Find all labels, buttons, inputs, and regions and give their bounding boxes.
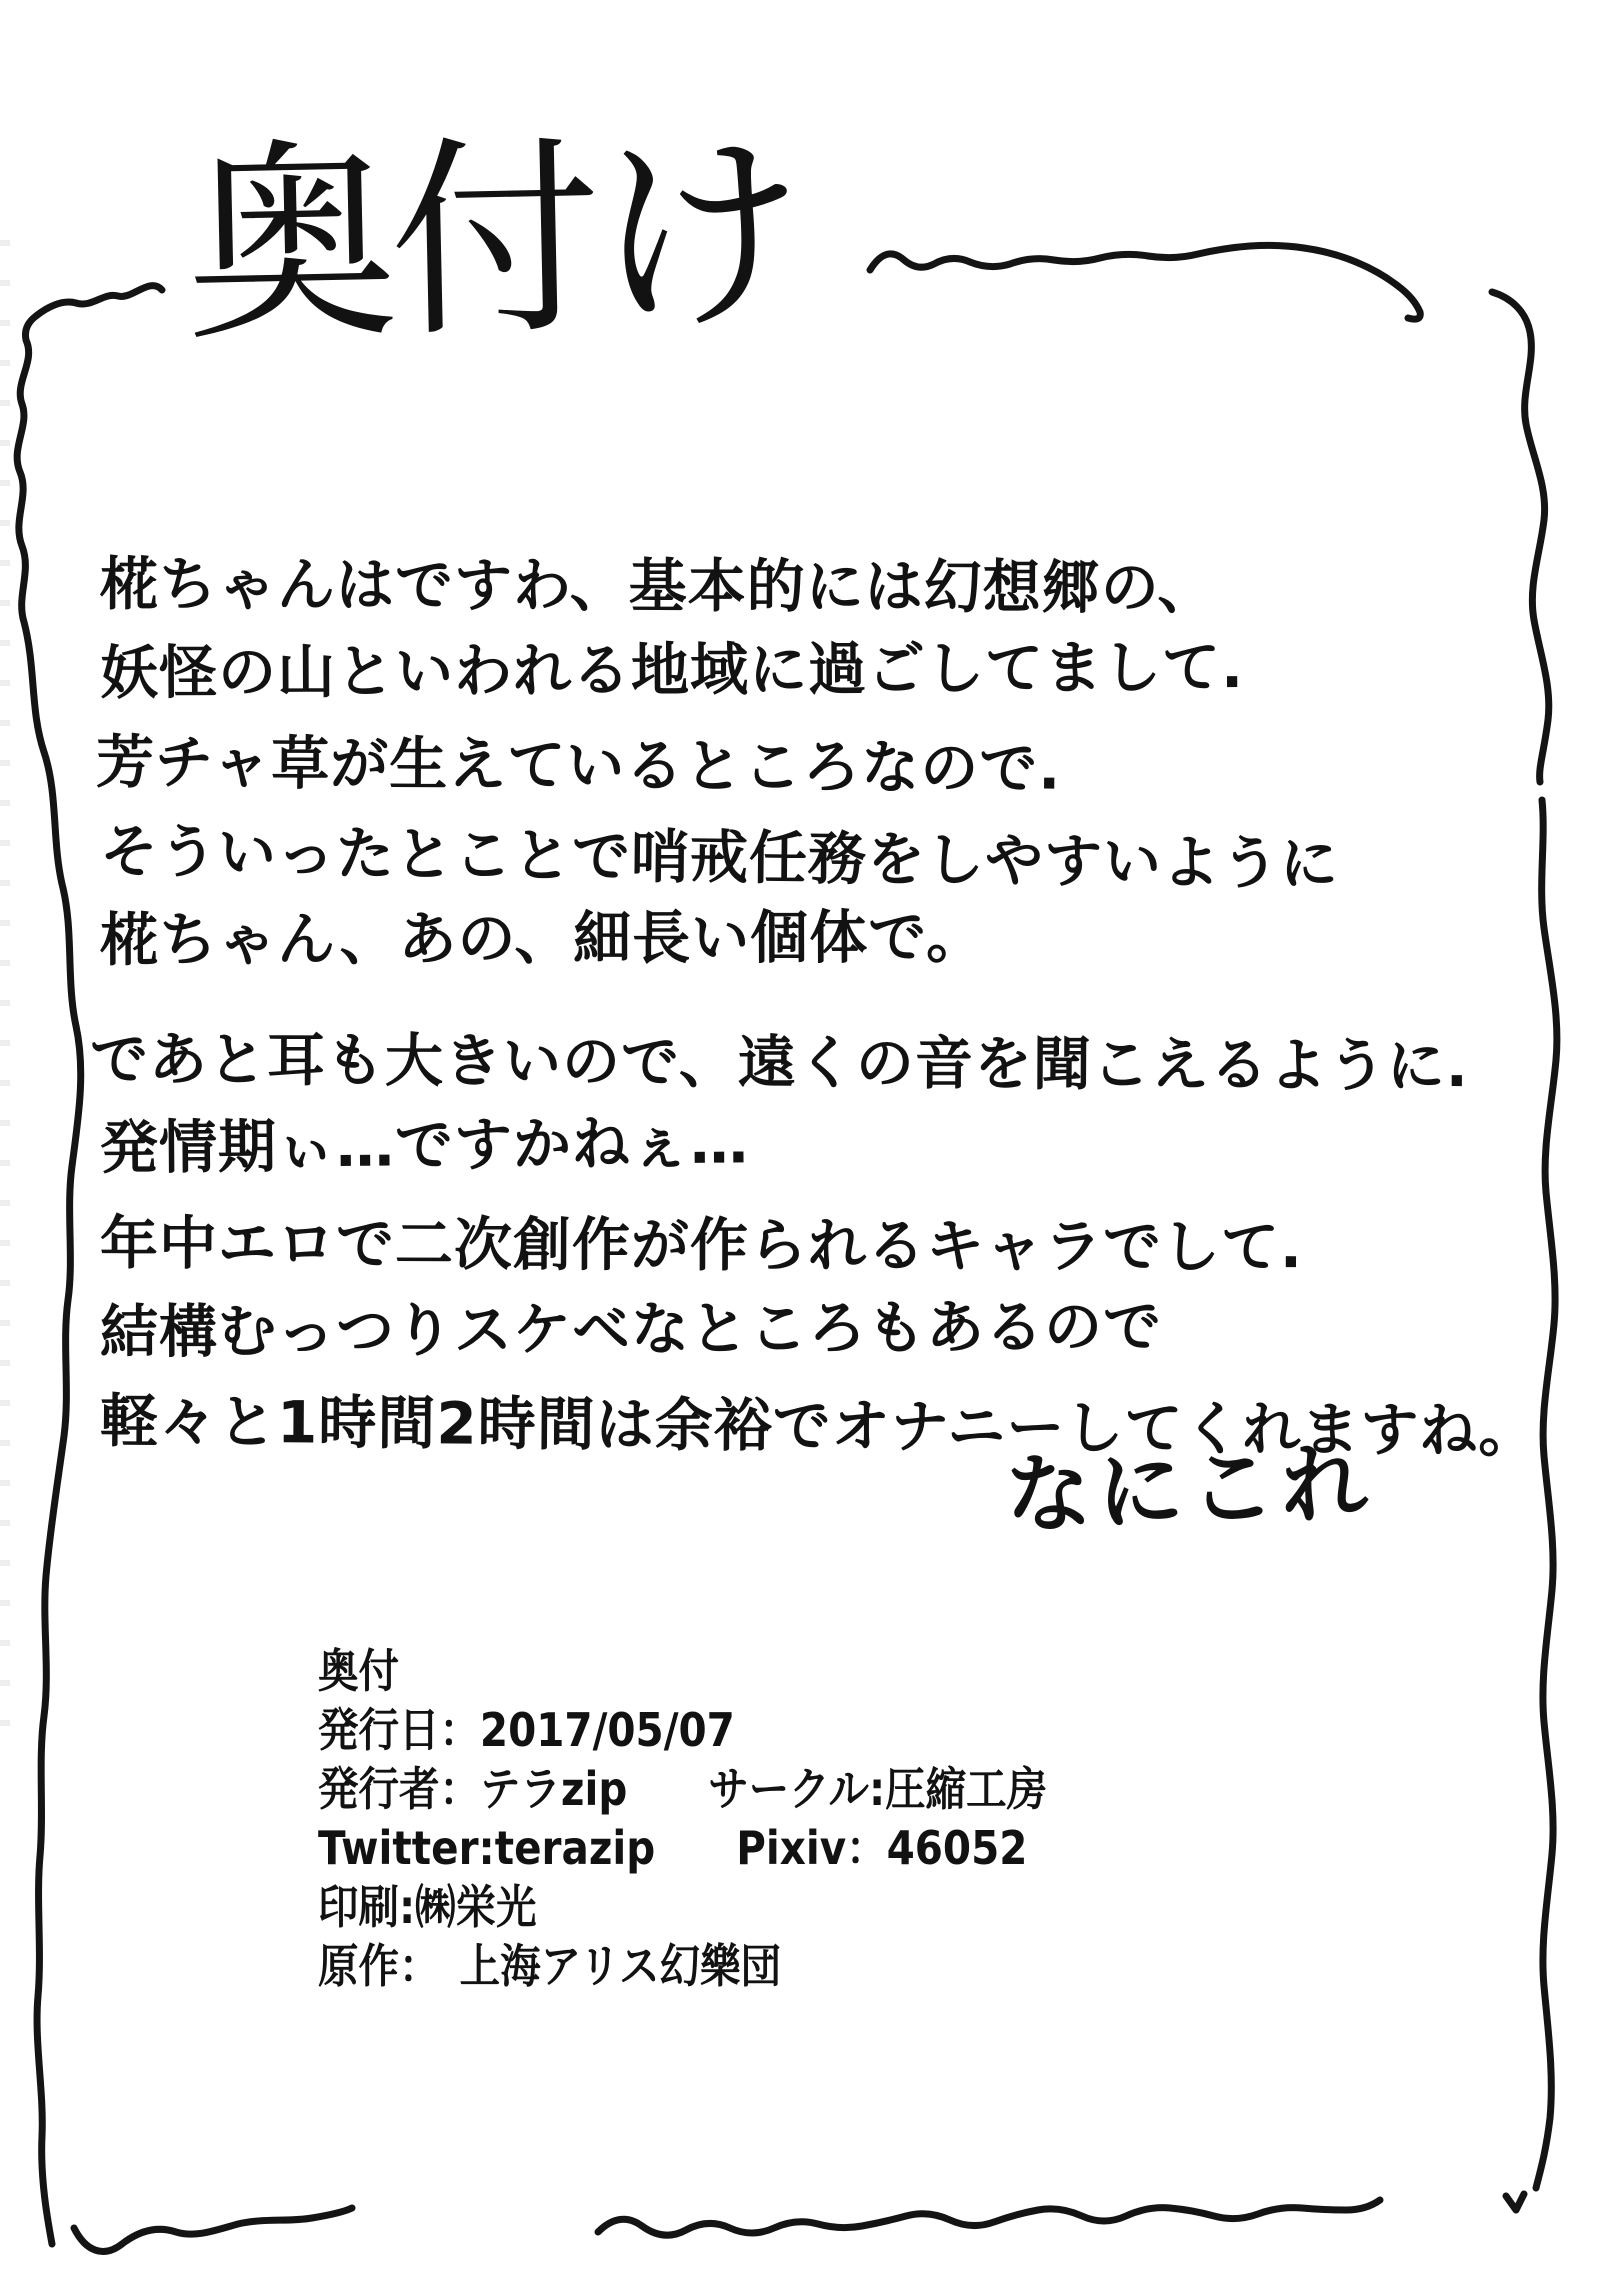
handwritten-body [89, 540, 1560, 1466]
body-line-8: 年中エロで二次創作が作られるキャラでして. [99, 1209, 1304, 1282]
colophon-original: 原作： 上海アリス幻樂団 [318, 1939, 782, 1993]
page-title: 奥付け [182, 110, 800, 371]
body-line-6: であと耳も大きいので、遠くの音を聞こえるように. [89, 1024, 1470, 1101]
body-line-5: 椛ちゃん、あの、細長い個体で。 [99, 902, 986, 974]
body-line-4: そういったとことで哨戒任務をしやすいように [99, 817, 1340, 898]
border-top-right [870, 245, 1420, 319]
colophon-accounts: Twitter:terazip Pixiv：46052 [318, 1821, 1028, 1875]
colophon-publisher: 発行者：テラzip サークル:圧縮工房 [318, 1762, 1048, 1816]
body-line-3: 芳チャ草が生えているところなので. [95, 727, 1062, 803]
body-line-10: 軽々と1時間2時間は余裕でオナニーしてくれますね。 [99, 1387, 1538, 1466]
body-line-9: 結構むっつりスケベなところもあるので [99, 1292, 1163, 1366]
body-line-2: 妖怪の山といわれる地域に過ごしてまして. [99, 633, 1245, 707]
border-bottom [598, 2200, 1380, 2235]
signature-note: なにこれ [1003, 1433, 1375, 1547]
border-bottom-left [74, 2208, 352, 2251]
colophon-block [318, 1642, 1146, 1996]
border-hook [1506, 2194, 1524, 2210]
body-line-7: 発情期ぃ…ですかねぇ… [99, 1108, 750, 1182]
body-line-1: 椛ちゃんはですわ、基本的には幻想郷の、 [99, 550, 1217, 622]
colophon-heading: 奥付 [318, 1644, 399, 1698]
colophon-printer: 印刷:㈱栄光 [318, 1880, 537, 1934]
colophon-publish-date: 発行日：2017/05/07 [318, 1703, 735, 1757]
